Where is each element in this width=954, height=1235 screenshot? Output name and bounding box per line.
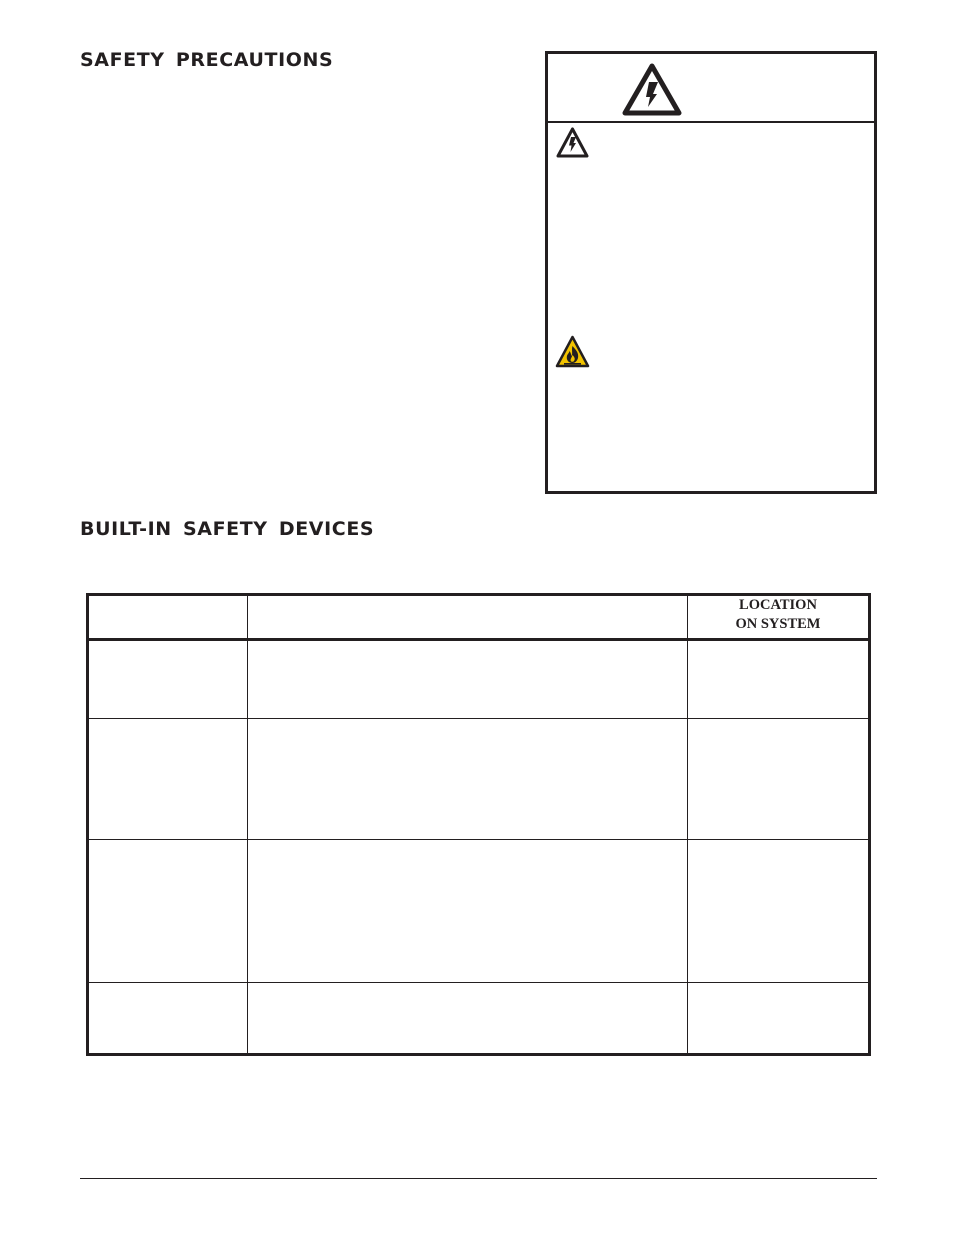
warning-box	[545, 51, 877, 494]
header-cell-location	[688, 595, 870, 640]
table-cell	[88, 719, 248, 840]
table-cell	[688, 983, 870, 1055]
table-row	[88, 719, 870, 840]
electrical-hazard-icon	[622, 63, 682, 116]
safety-precautions-heading: SAFETY PRECAUTIONS	[80, 49, 334, 71]
header-location-line-1: LOCATION	[739, 597, 817, 613]
table-cell	[88, 840, 248, 983]
table-cell	[688, 840, 870, 983]
table-cell	[88, 983, 248, 1055]
electrical-hazard-icon	[556, 127, 589, 158]
table-cell	[688, 640, 870, 719]
table-cell	[248, 640, 688, 719]
safety-devices-table	[86, 593, 871, 1056]
built-in-safety-devices-heading: BUILT-IN SAFETY DEVICES	[80, 518, 375, 540]
table-header-row	[88, 595, 870, 640]
table-cell	[248, 840, 688, 983]
header-location-line-2: ON SYSTEM	[735, 616, 821, 632]
table-row	[88, 640, 870, 719]
warning-box-header	[548, 54, 874, 123]
table-row	[88, 983, 870, 1055]
header-cell-device	[88, 595, 248, 640]
table-cell	[248, 719, 688, 840]
footer-rule	[80, 1178, 877, 1179]
table-cell	[688, 719, 870, 840]
table-cell	[88, 640, 248, 719]
table-row	[88, 840, 870, 983]
fire-hazard-icon	[555, 335, 590, 368]
header-cell-description	[248, 595, 688, 640]
table-cell	[248, 983, 688, 1055]
